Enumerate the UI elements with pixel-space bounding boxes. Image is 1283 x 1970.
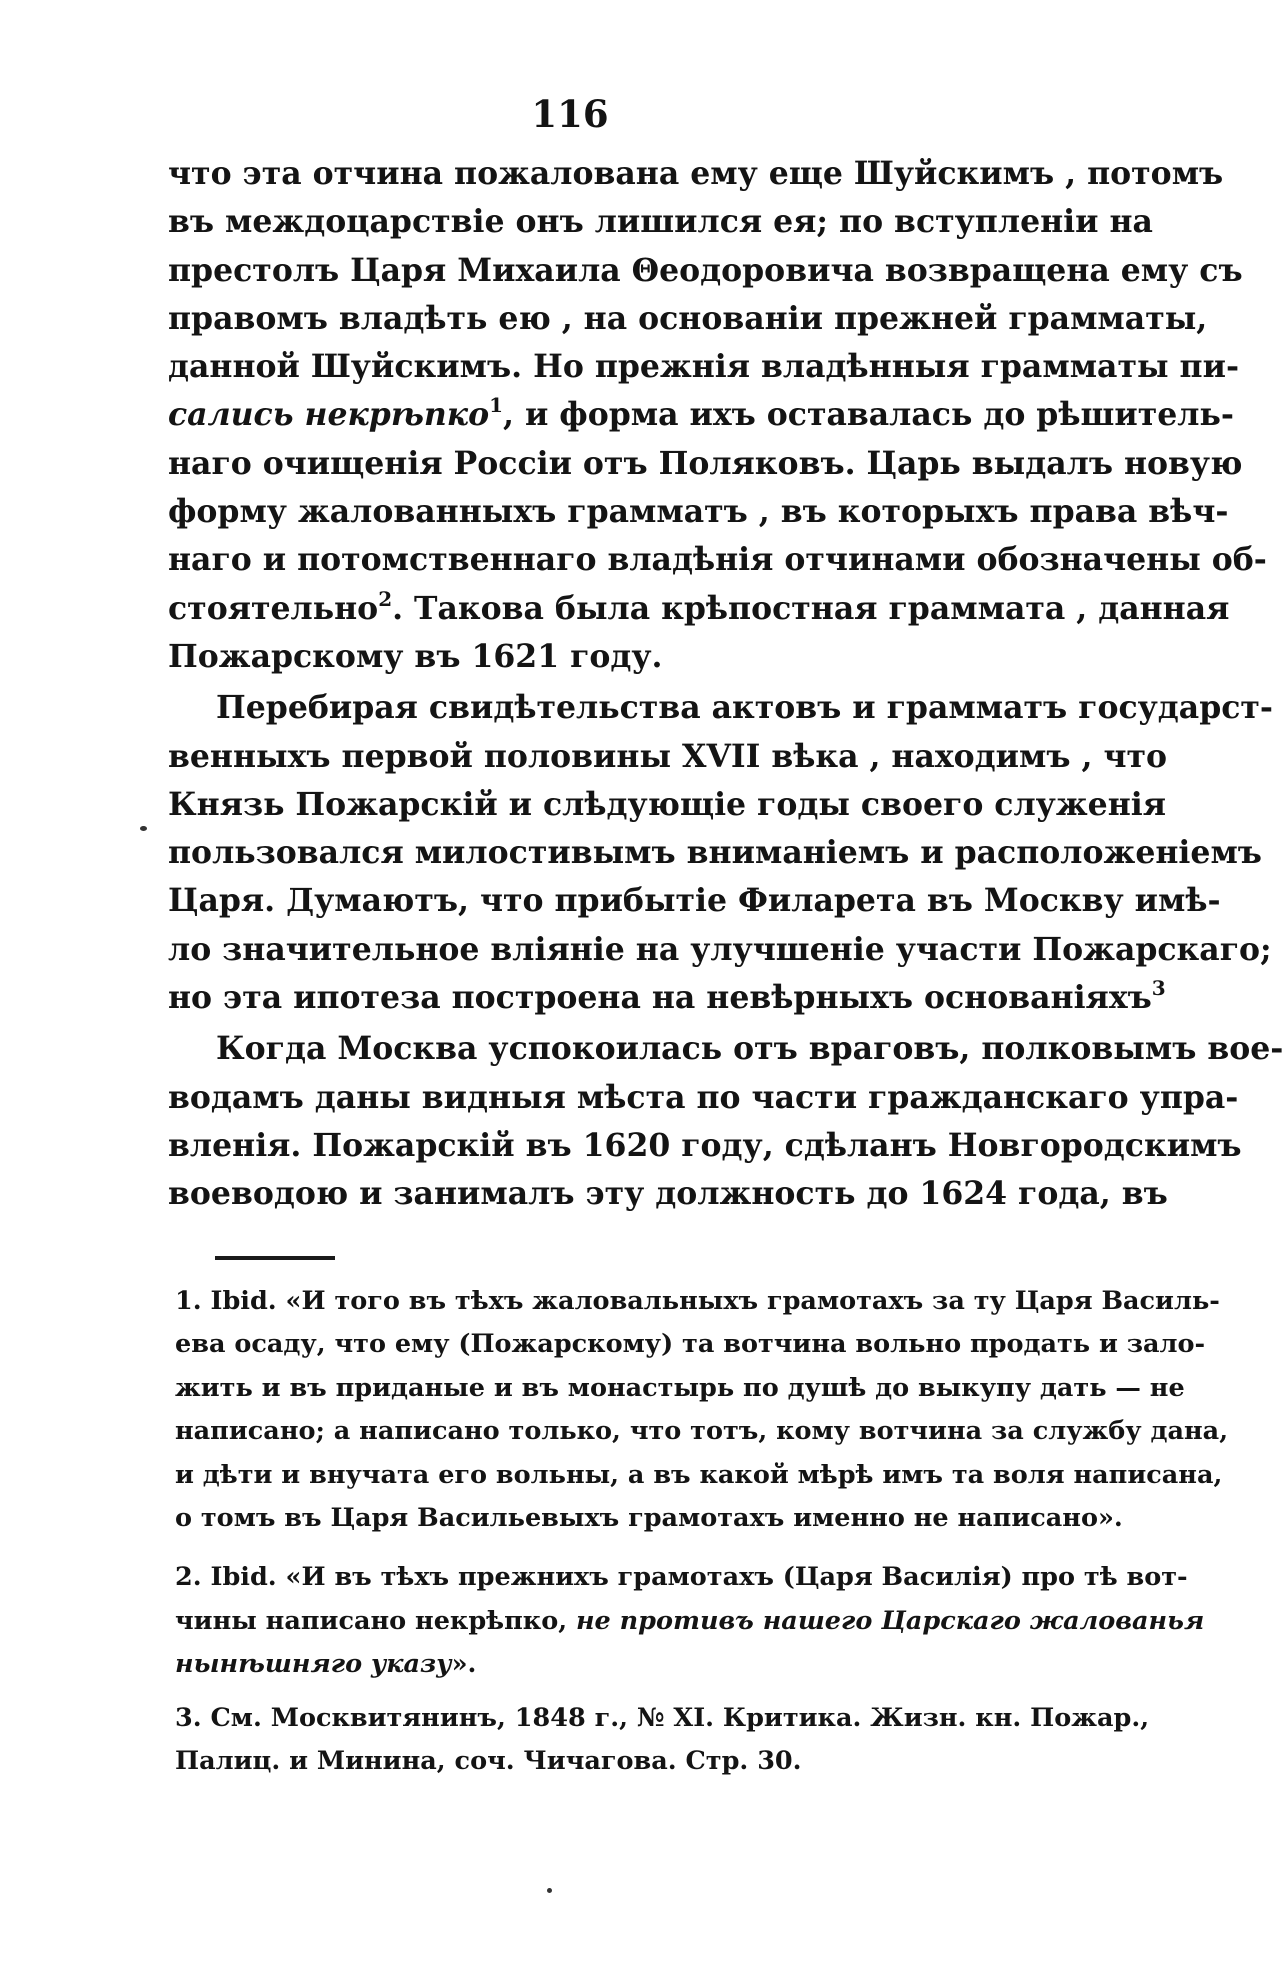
ink-speck (547, 1888, 552, 1893)
footnote-separator (215, 1256, 335, 1260)
text-fragment: стоятельно (168, 589, 379, 627)
text-line: вленія. Пожарскій въ 1620 году, сдѣланъ Новгородскимъ (168, 1126, 1242, 1164)
footnote-line: Палиц. и Минина, соч. Чичагова. Стр. 30. (175, 1745, 802, 1776)
footnote-number: 1. (175, 1286, 202, 1316)
text-line: въ междоцарствіе онъ лишился ея; по вступленіи на (168, 203, 1153, 241)
footnote-line: ева осаду, что ему (Пожарскому) та вотчина вольно продать и зало- (175, 1329, 1206, 1360)
text-fragment: Ibid. «И того въ тѣхъ жаловальныхъ грамотахъ за ту Царя Василь- (210, 1286, 1220, 1316)
footnote-ref-2[interactable]: 2 (378, 586, 393, 611)
text-line: престолъ Царя Михаила Θеодоровича возвращена ему съ (168, 251, 1243, 289)
italic-word: сались некрѣпко (168, 396, 490, 434)
text-line: наго очищенія Россіи отъ Поляковъ. Царь выдалъ новую (168, 444, 1243, 482)
text-line: водамъ даны видныя мѣста по части гражданскаго упра- (168, 1078, 1239, 1116)
footnote-line (175, 1697, 1150, 1740)
footnote-3 (175, 1697, 1150, 1784)
text-line: воеводою и занималъ эту должность до 1624 года, въ (168, 1175, 1168, 1213)
footnote-line (175, 1643, 1113, 1686)
text-fragment: , и форма ихъ оставалась до рѣшитель- (503, 396, 1234, 434)
text-line: Князь Пожарскій и слѣдующіе годы своего служенія (168, 785, 1166, 823)
text-line: венныхъ первой половины XVII вѣка , находимъ , что (168, 737, 1168, 775)
text-line: данной Шуйскимъ. Но прежнія владѣнныя грамматы пи- (168, 348, 1240, 386)
text-line: наго и потомственнаго владѣнія отчинами обозначены об- (168, 541, 1267, 579)
footnote-line: и дѣти и внучата его вольны, а въ какой мѣрѣ имъ та воля написана, (175, 1459, 1223, 1490)
footnote-2 (175, 1556, 1205, 1686)
text-line: Перебирая свидѣтельства актовъ и грамматъ государст- (216, 689, 1274, 727)
italic-quote: нынѣшняго указу (175, 1649, 452, 1680)
paragraph-2 (168, 684, 1274, 1022)
footnote-line: жить и въ приданые и въ монастырь по душѣ до выкупу дать — не (175, 1372, 1185, 1403)
footnote-line (175, 1600, 1205, 1643)
page-number: 116 (531, 92, 609, 136)
footnote-line (175, 1556, 1188, 1599)
text-line: пользовался милостивымъ вниманіемъ и расположеніемъ (168, 834, 1262, 872)
main-text (168, 150, 1283, 1219)
footnotes (175, 1280, 1229, 1783)
text-line (168, 391, 1234, 439)
footnote-ref-3[interactable]: 3 (1151, 976, 1166, 1001)
footnote-ref-1[interactable]: 1 (489, 393, 504, 418)
text-fragment: . Такова была крѣпостная граммата , данная (392, 589, 1230, 627)
footnote-line (175, 1280, 1220, 1323)
text-line: ло значительное вліяніе на улучшеніе участи Пожарскаго; (168, 930, 1272, 968)
text-line (168, 585, 1230, 633)
margin-mark (140, 826, 147, 831)
footnote-number: 3. (175, 1702, 202, 1733)
text-line: что эта отчина пожалована ему еще Шуйскимъ , потомъ (168, 155, 1224, 192)
text-fragment: См. Москвитянинъ, 1848 г., № XI. Критика. Жизн. кн. Пожар., (210, 1702, 1150, 1733)
italic-quote: не противъ нашего Царскаго жалованья (575, 1605, 1205, 1636)
footnote-line: написано; а написано только, что тотъ, кому вотчина за службу дана, (175, 1416, 1229, 1447)
text-line: форму жалованныхъ грамматъ , въ которыхъ права вѣч- (168, 493, 1229, 531)
paragraph-3 (168, 1025, 1283, 1218)
paragraph-1 (168, 150, 1267, 681)
text-line: Пожарскому въ 1621 году. (168, 637, 663, 675)
text-line: Когда Москва успокоилась отъ враговъ, полковымъ вое- (216, 1030, 1283, 1068)
text-line: Царя. Думаютъ, что прибытіе Филарета въ Москву имѣ- (168, 882, 1221, 920)
footnote-number: 2. (175, 1562, 202, 1593)
text-fragment: чины написано некрѣпко, (175, 1605, 576, 1636)
text-fragment: Ibid. «И въ тѣхъ прежнихъ грамотахъ (Царя Василія) про тѣ вот- (210, 1562, 1188, 1593)
text-line (168, 974, 1166, 1022)
footnote-line: о томъ въ Царя Васильевыхъ грамотахъ именно не написано». (175, 1502, 1123, 1533)
footnote-1 (175, 1280, 1229, 1540)
text-fragment: но эта ипотеза построена на невѣрныхъ основаніяхъ (168, 979, 1152, 1017)
text-fragment: ». (451, 1649, 477, 1680)
text-line: правомъ владѣть ею , на основаніи прежней грамматы, (168, 299, 1208, 337)
